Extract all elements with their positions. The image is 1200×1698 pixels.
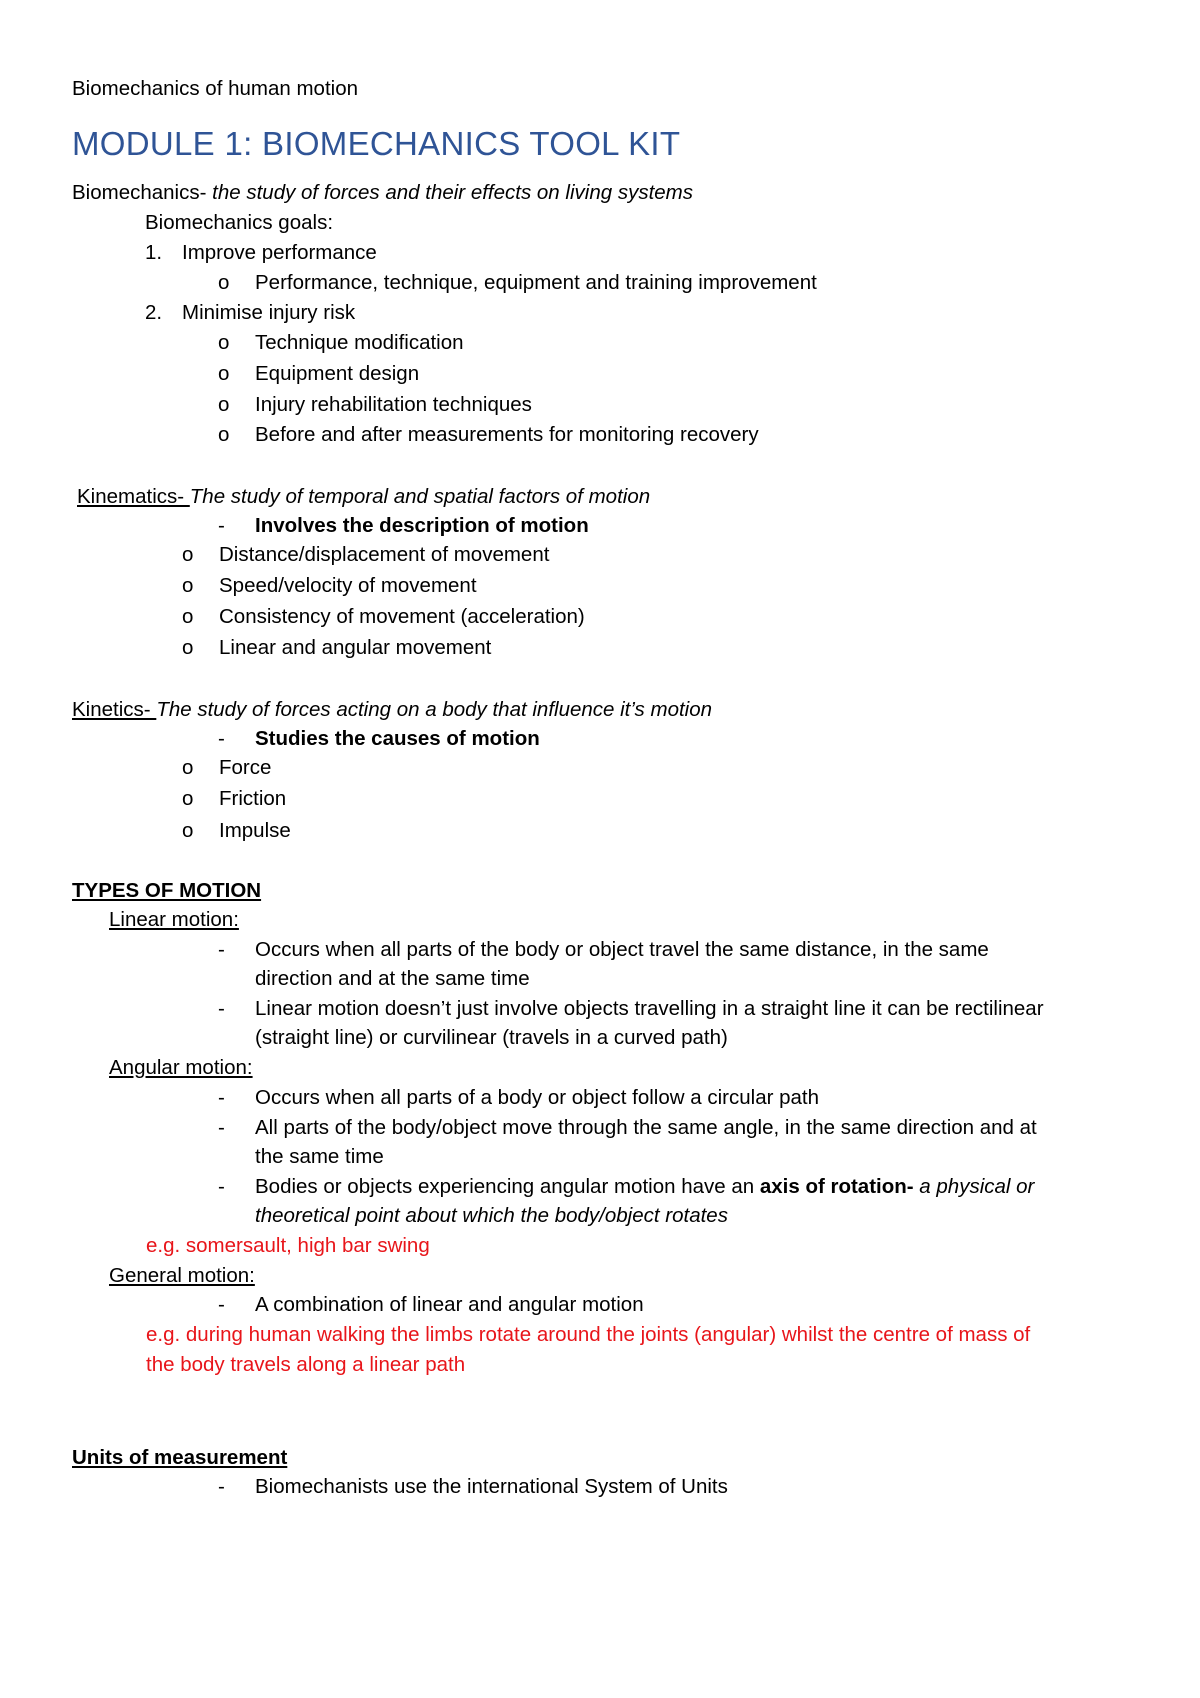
example-text: e.g. somersault, high bar swing <box>146 1234 430 1257</box>
circle-bullet-icon: o <box>182 605 194 628</box>
paragraph-line: Linear motion doesn’t just involve objects travelling in a straight line it can be rectilinear <box>255 997 1044 1020</box>
circle-bullet-icon: o <box>182 574 194 597</box>
paragraph-line: theoretical point about which the body/object rotates <box>255 1204 728 1227</box>
circle-bullet-icon: o <box>182 636 194 659</box>
dash-bullet-icon: - <box>218 514 225 537</box>
paragraph-line: direction and at the same time <box>255 967 530 990</box>
list-item: Force <box>219 756 272 779</box>
list-item: Distance/displacement of movement <box>219 543 550 566</box>
circle-bullet-icon: o <box>182 543 194 566</box>
example-text: the body travels along a linear path <box>146 1353 466 1376</box>
circle-bullet-icon: o <box>218 393 230 416</box>
dash-bullet-icon: - <box>218 1086 225 1109</box>
paragraph-line: (straight line) or curvilinear (travels in a curved path) <box>255 1026 728 1049</box>
dash-bullet-icon: - <box>218 1175 225 1198</box>
paragraph-line <box>255 1174 1034 1200</box>
dash-bullet-icon: - <box>218 1475 225 1498</box>
circle-bullet-icon: o <box>182 787 194 810</box>
dash-bullet-icon: - <box>218 997 225 1020</box>
list-item: Consistency of movement (acceleration) <box>219 605 585 628</box>
paragraph-line: All parts of the body/object move through the same angle, in the same direction and at <box>255 1116 1037 1139</box>
circle-bullet-icon: o <box>218 271 230 294</box>
definition-text: the study of forces and their effects on living systems <box>206 181 693 204</box>
text-run: Bodies or objects experiencing angular motion have an <box>255 1175 760 1198</box>
dash-bullet-icon: - <box>218 1116 225 1139</box>
kinetics-definition <box>72 697 712 723</box>
dash-point: Involves the description of motion <box>255 514 589 537</box>
linear-motion-label: Linear motion: <box>109 908 239 931</box>
text-run: a physical or <box>913 1175 1035 1198</box>
dash-bullet-icon: - <box>218 1293 225 1316</box>
biomechanics-definition <box>72 180 693 206</box>
circle-bullet-icon: o <box>182 756 194 779</box>
document-header: Biomechanics of human motion <box>72 77 359 100</box>
list-item: Injury rehabilitation techniques <box>255 393 532 416</box>
list-number: 1. <box>145 241 163 264</box>
list-item: Before and after measurements for monitoring recovery <box>255 423 759 446</box>
list-number: 2. <box>145 301 163 324</box>
goals-label: Biomechanics goals: <box>145 211 334 234</box>
list-item: Technique modification <box>255 331 464 354</box>
circle-bullet-icon: o <box>218 423 230 446</box>
list-item: Speed/velocity of movement <box>219 574 477 597</box>
list-item: Linear and angular movement <box>219 636 492 659</box>
angular-motion-label: Angular motion: <box>109 1056 253 1079</box>
units-heading: Units of measurement <box>72 1446 288 1469</box>
types-of-motion-heading: TYPES OF MOTION <box>72 879 262 902</box>
dash-bullet-icon: - <box>218 727 225 750</box>
dash-bullet-icon: - <box>218 938 225 961</box>
dash-point: Studies the causes of motion <box>255 727 540 750</box>
kinematics-text: The study of temporal and spatial factors of motion <box>189 485 651 508</box>
kinematics-definition <box>77 484 650 510</box>
list-item: Performance, technique, equipment and training improvement <box>255 271 817 294</box>
kinetics-term: Kinetics- <box>72 698 157 721</box>
goal-item: Minimise injury risk <box>182 301 356 324</box>
general-motion-label: General motion: <box>109 1264 255 1287</box>
paragraph-line: Occurs when all parts of the body or object travel the same distance, in the same <box>255 938 989 961</box>
paragraph-line: Biomechanists use the international System of Units <box>255 1475 728 1498</box>
list-item: Equipment design <box>255 362 420 385</box>
definition-term: Biomechanics- <box>72 181 207 204</box>
axis-of-rotation-term: axis of rotation- <box>759 1175 914 1198</box>
paragraph-line: A combination of linear and angular motion <box>255 1293 644 1316</box>
list-item: Impulse <box>219 819 291 842</box>
list-item: Friction <box>219 787 287 810</box>
goal-item: Improve performance <box>182 241 377 264</box>
paragraph-line: Occurs when all parts of a body or object follow a circular path <box>255 1086 820 1109</box>
paragraph-line: the same time <box>255 1145 384 1168</box>
circle-bullet-icon: o <box>218 331 230 354</box>
circle-bullet-icon: o <box>218 362 230 385</box>
kinematics-term: Kinematics- <box>77 485 190 508</box>
circle-bullet-icon: o <box>182 819 194 842</box>
example-text: e.g. during human walking the limbs rotate around the joints (angular) whilst the centre of mass of <box>146 1323 1031 1346</box>
module-title: MODULE 1: BIOMECHANICS TOOL KIT <box>72 125 681 162</box>
kinetics-text: The study of forces acting on a body that influence it’s motion <box>156 698 713 721</box>
